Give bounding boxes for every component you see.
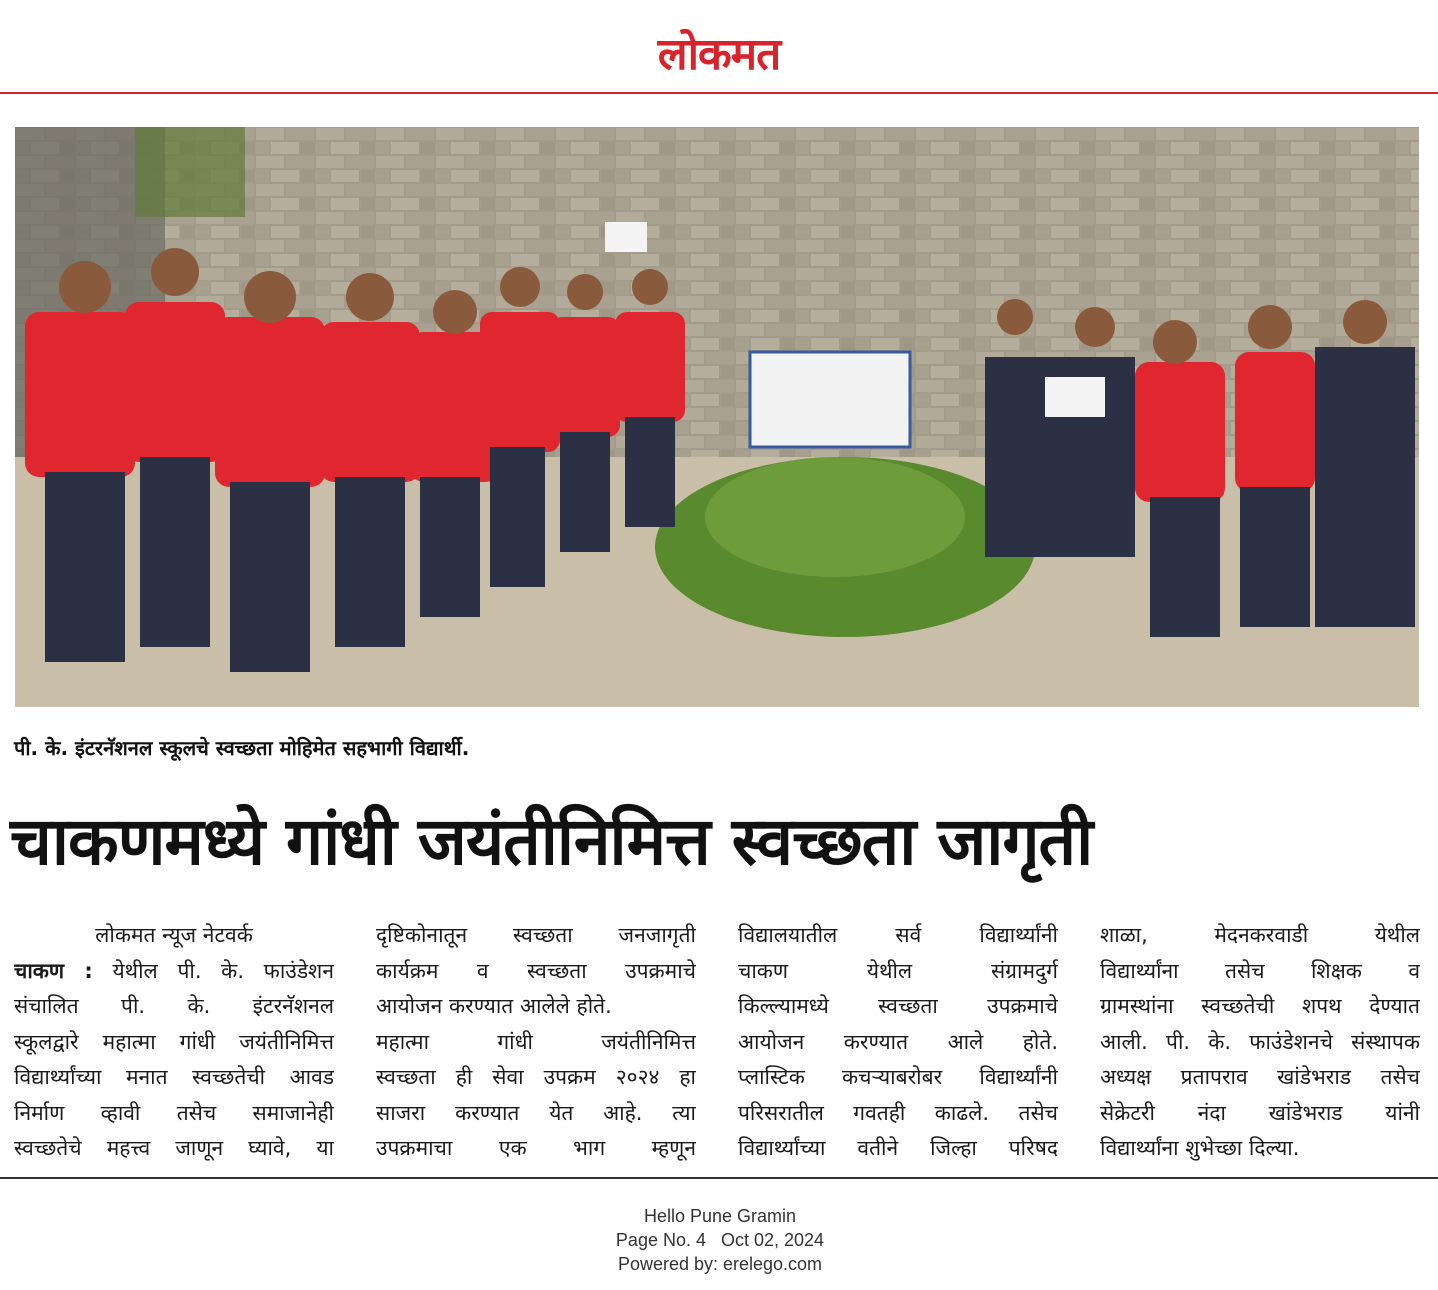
article-line: सेक्रेटरी नंदा खांडेभराड यांनी: [1100, 1100, 1420, 1125]
edition-name: Hello Pune Gramin: [643, 1206, 797, 1226]
article-line: स्वच्छतेचे महत्त्व जाणून घ्यावे, या: [14, 1136, 334, 1160]
article-line: आली. पी. के. फाउंडेशनचे संस्थापक: [1100, 1029, 1420, 1054]
article-line: परिसरातील गवतही काढले. तसेच: [738, 1100, 1058, 1125]
article-line: संचालित पी. के. इंटरनॅशनल: [14, 994, 334, 1018]
footer-divider: [0, 1177, 1438, 1179]
article-line: कार्यक्रम व स्वच्छता उपक्रमाचे: [376, 958, 696, 983]
lokmat-logo: लोकमत: [657, 29, 781, 80]
article-line: ग्रामस्थांना स्वच्छतेची शपथ देण्यात: [1100, 994, 1420, 1018]
article-line: चाकण येथील संग्रामदुर्ग: [738, 958, 1058, 983]
dateline-place: चाकण :: [14, 958, 93, 983]
article-line: किल्ल्यामध्ये स्वच्छता उपक्रमाचे: [738, 994, 1058, 1018]
article-line: साजरा करण्यात येत आहे. त्या: [376, 1100, 696, 1125]
page-and-date: [520, 1228, 920, 1252]
article-column-4: [1100, 918, 1420, 1167]
article-line: उपक्रमाचा एक भाग म्हणून: [376, 1136, 696, 1160]
article-line: स्कूलद्वारे महात्मा गांधी जयंतीनिमित्त: [14, 1029, 334, 1054]
page-number: Page No. 4: [615, 1230, 706, 1250]
students-photo-illustration: [15, 127, 1419, 707]
article-line: चाकण : येथील पी. के. फाउंडेशन: [14, 958, 334, 983]
article-line: आयोजन करण्यात आलेले होते.: [376, 994, 612, 1018]
article-body: [14, 918, 1420, 1168]
page-footer: [520, 1204, 920, 1276]
article-headline: चाकणमध्ये गांधी जयंतीनिमित्त स्वच्छता जागृती: [10, 803, 1093, 880]
article-line: विद्यार्थ्यांच्या वतीने जिल्हा परिषद: [738, 1136, 1058, 1160]
article-line: प्लास्टिक कचऱ्याबरोबर विद्यार्थ्यांनी: [738, 1065, 1058, 1089]
publish-date: Oct 02, 2024: [721, 1230, 825, 1250]
news-photo: [15, 127, 1419, 707]
article-line: विद्यार्थ्यांच्या मनात स्वच्छतेची आवड: [14, 1065, 334, 1089]
article-line: विद्यार्थ्यांना तसेच शिक्षक व: [1100, 958, 1420, 983]
article-line: शाळा, मेदनकरवाडी येथील: [1100, 923, 1420, 947]
article-line: महात्मा गांधी जयंतीनिमित्त: [376, 1029, 696, 1054]
article-line: दृष्टिकोनातून स्वच्छता जनजागृती: [376, 923, 696, 947]
article-line: स्वच्छता ही सेवा उपक्रम २०२४ हा: [376, 1065, 696, 1089]
powered-by[interactable]: Powered by: erelego.com: [617, 1254, 823, 1274]
article-line: अध्यक्ष प्रतापराव खांडेभराड तसेच: [1100, 1065, 1420, 1089]
article-column-2: [376, 918, 696, 1167]
article-column-1: [14, 918, 334, 1167]
article-line: विद्यालयातील सर्व विद्यार्थ्यांनी: [738, 923, 1058, 947]
byline: लोकमत न्यूज नेटवर्क: [95, 923, 253, 947]
article-line: विद्यार्थ्यांना शुभेच्छा दिल्या.: [1100, 1136, 1300, 1160]
masthead: [0, 0, 1438, 94]
photo-caption: पी. के. इंटरनॅशनल स्कूलचे स्वच्छता मोहिमेत सहभागी विद्यार्थी.: [14, 736, 470, 760]
article-line: आयोजन करण्यात आले होते.: [738, 1029, 1058, 1054]
article-line: निर्माण व्हावी तसेच समाजानेही: [14, 1100, 334, 1125]
article-column-3: [738, 918, 1058, 1167]
